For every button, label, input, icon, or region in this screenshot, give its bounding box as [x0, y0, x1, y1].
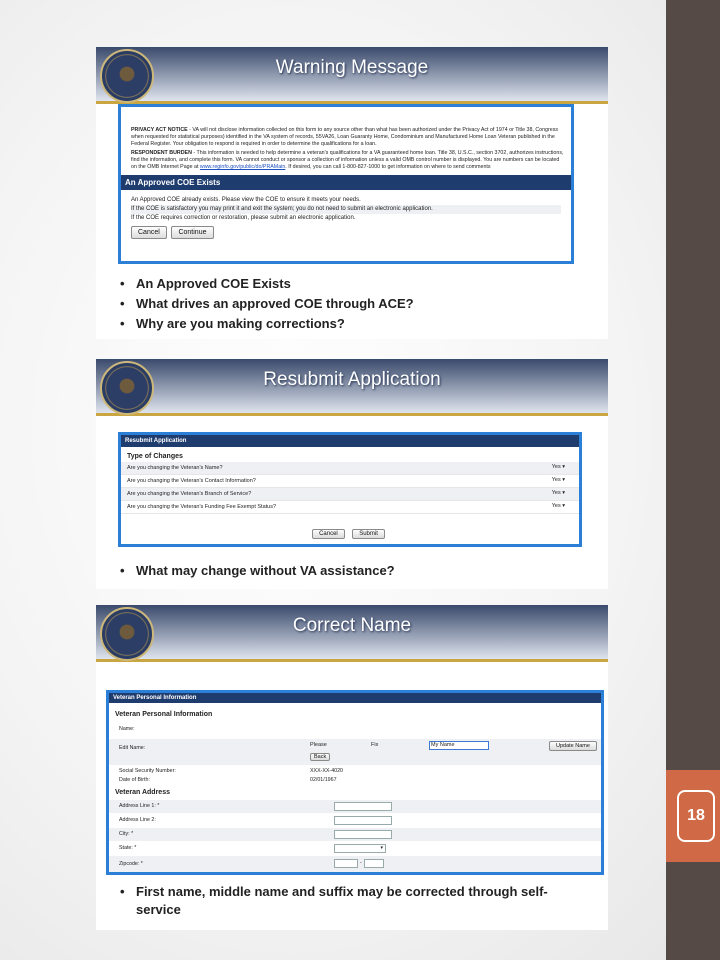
resubmit-screenshot: [118, 432, 582, 547]
yes-select[interactable]: Yes ▾: [551, 503, 565, 509]
bullet-item: • An Approved COE Exists: [114, 274, 414, 294]
section-title: Type of Changes: [127, 453, 183, 460]
bullet-list: [114, 883, 574, 919]
city-input[interactable]: [334, 830, 392, 839]
zip-dash: -: [360, 860, 362, 866]
address-title: Veteran Address: [115, 789, 170, 796]
edit-name-row: Edit Name: Please Fix My Name Update Name Back: [109, 739, 601, 765]
update-name-button[interactable]: Update Name: [549, 741, 597, 751]
correct-name-screenshot: [106, 690, 604, 875]
yes-select[interactable]: Yes ▾: [551, 477, 565, 483]
dob-row: Date of Birth: 02/01/1967: [119, 777, 337, 783]
bullet-item: • Why are you making corrections?: [114, 314, 414, 334]
warning-message-panel: [96, 47, 608, 339]
address-line-1-row: Address Line 1: *: [109, 800, 601, 813]
message-line: If the COE requires correction or restoration, please submit an electronic application.: [131, 215, 356, 221]
back-button[interactable]: Back: [310, 753, 330, 761]
question-row: Are you changing the Veteran's Branch of Service? Yes ▾: [121, 488, 579, 501]
question-row: Are you changing the Veteran's Funding Fee Exempt Status? Yes ▾: [121, 501, 579, 514]
page-number: 18: [677, 790, 715, 842]
privacy-notice: PRIVACY ACT NOTICE - VA will not disclose information collected on this form to any source other than what has been authorized under the Privacy Act of 1974 or Title 38, Congress when requested for statistical purposes) identified in the VA system of records, 55VA26, Loan Guaranty Home, Condominium and Manufactured Home Loan Veteran published in the Federal Register. Your obligation to respond is required in order to determine the qualifications for a loan.: [131, 127, 558, 147]
bullet-item: • What drives an approved COE through ACE?: [114, 294, 414, 314]
correct-name-panel: [96, 605, 608, 930]
question-row: Are you changing the Veteran's Name? Yes ▾: [121, 462, 579, 475]
burden-notice: RESPONDENT BURDEN - This information is needed to help determine a veteran's qualifications for a VA guaranteed home loan. Title 38, U.S.C., section 3702, authorizes instructions, find the information, and complete this form. VA cannot conduct or sponsor a collection of information unless a valid OMB control number is displayed. You are numbers can be located on the OMB Internet Page at www.reginfo.gov/public/do/PRAMain. If desired, you can call 1-800-827-1000 to get information on where to send comments: [131, 150, 564, 170]
panel-header: [96, 359, 608, 416]
address-line-2-row: Address Line 2:: [109, 814, 601, 827]
dialog-title-bar: An Approved COE Exists: [121, 175, 571, 190]
middle-name-field[interactable]: Fix: [371, 742, 379, 748]
warning-screenshot: [118, 104, 574, 264]
dialog-title-bar: Resubmit Application: [121, 435, 579, 447]
panel-header: [96, 47, 608, 104]
omb-link[interactable]: www.reginfo.gov/public/do/PRAMain: [199, 164, 286, 170]
cancel-button[interactable]: Cancel: [131, 226, 167, 239]
panel-header: [96, 605, 608, 662]
name-row: Name:: [119, 726, 135, 732]
bullet-list: [114, 561, 395, 581]
bullet-item: • First name, middle name and suffix may be corrected through self-service: [114, 883, 574, 919]
city-row: City: *: [109, 828, 601, 841]
zipcode-extension-input[interactable]: [364, 859, 384, 868]
yes-select[interactable]: Yes ▾: [551, 464, 565, 470]
panel-title: Correct Name: [292, 615, 412, 636]
address-line-1-input[interactable]: [334, 802, 392, 811]
bullet-item: • What may change without VA assistance?: [114, 561, 395, 581]
submit-button[interactable]: Submit: [352, 529, 385, 539]
ssn-value: XXX-XX-4020: [310, 768, 343, 774]
zipcode-row: Zipcode: * -: [109, 856, 601, 872]
continue-button[interactable]: Continue: [171, 226, 213, 239]
bullet-list: [114, 274, 414, 334]
message-line: If the COE is satisfactory you may print it and exit the system; you do not need to submit an electronic application.: [131, 205, 561, 214]
section-title: Veteran Personal Information: [115, 711, 213, 718]
last-name-field[interactable]: My Name: [429, 741, 489, 750]
state-select[interactable]: [334, 844, 386, 853]
dob-value: 02/01/1967: [310, 777, 337, 783]
message-line: An Approved COE already exists. Please view the COE to ensure it meets your needs.: [131, 197, 361, 203]
chevron-down-icon: ▾: [380, 845, 383, 851]
state-row: State: * ▾: [109, 842, 601, 855]
cancel-button[interactable]: Cancel: [312, 529, 345, 539]
address-line-2-input[interactable]: [334, 816, 392, 825]
panel-title: Warning Message: [275, 57, 429, 78]
question-row: Are you changing the Veteran's Contact Information? Yes ▾: [121, 475, 579, 488]
yes-select[interactable]: Yes ▾: [551, 490, 565, 496]
ssn-row: Social Security Number: XXX-XX-4020: [119, 768, 343, 774]
resubmit-application-panel: [96, 359, 608, 589]
panel-title: Resubmit Application: [263, 369, 441, 390]
first-name-field[interactable]: Please: [310, 742, 327, 748]
dialog-title-bar: Veteran Personal Information: [109, 693, 601, 703]
zipcode-input[interactable]: [334, 859, 358, 868]
